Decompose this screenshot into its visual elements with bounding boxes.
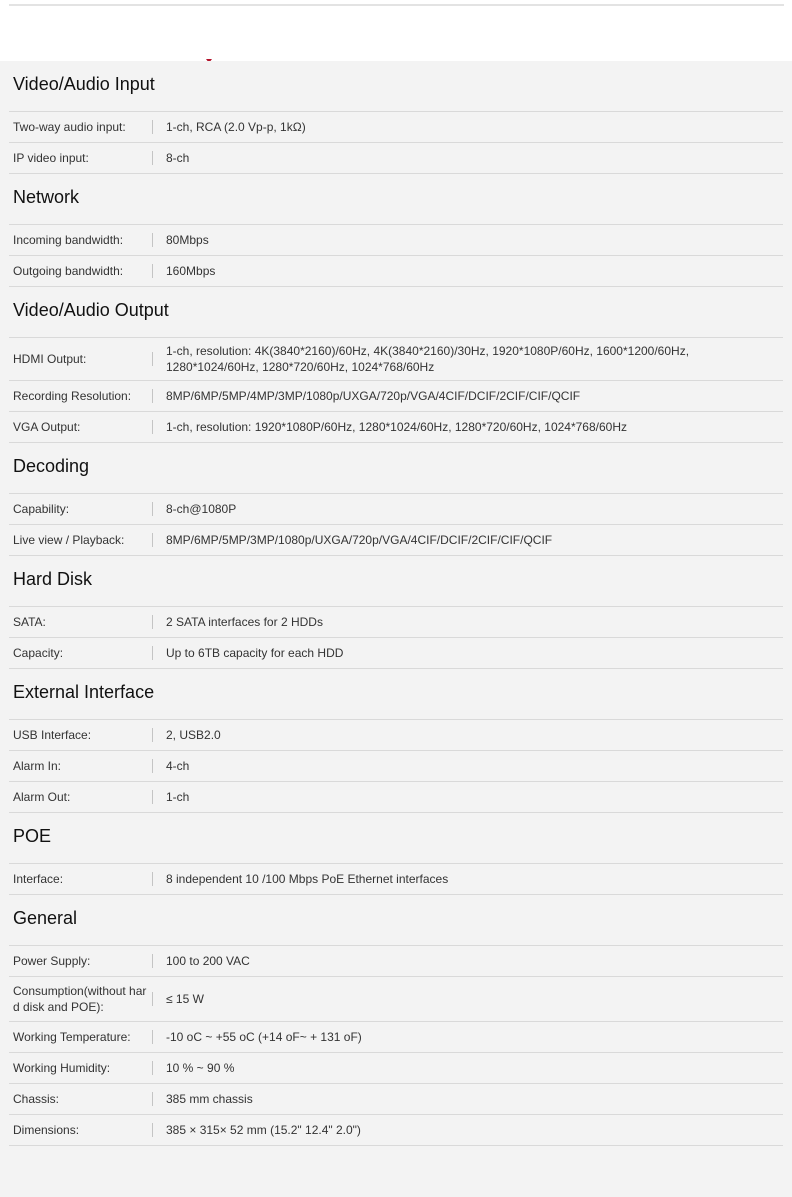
spec-value: 1-ch, RCA (2.0 Vp-p, 1kΩ) bbox=[166, 120, 306, 134]
spec-separator bbox=[152, 264, 153, 278]
spec-separator bbox=[152, 992, 153, 1006]
spec-row bbox=[9, 1084, 783, 1115]
spec-separator bbox=[152, 533, 153, 547]
spec-value: 4-ch bbox=[166, 759, 190, 773]
spec-value: 385 × 315× 52 mm (15.2" 12.4" 2.0") bbox=[166, 1123, 361, 1137]
spec-row bbox=[9, 977, 783, 1022]
spec-panel bbox=[0, 61, 792, 1197]
spec-value: 8-ch@1080P bbox=[166, 502, 237, 516]
spec-label: Incoming bandwidth: bbox=[13, 233, 124, 247]
section-title-poe: POE bbox=[9, 813, 783, 864]
spec-separator bbox=[152, 1123, 153, 1137]
spec-value: 8MP/6MP/5MP/3MP/1080p/UXGA/720p/VGA/4CIF/DCIF/2CIF/CIF/QCIF bbox=[166, 533, 553, 547]
spec-separator bbox=[152, 646, 153, 660]
spec-label: Two-way audio input: bbox=[13, 120, 126, 134]
spec-separator bbox=[152, 1061, 153, 1075]
spec-value: 2, USB2.0 bbox=[166, 728, 221, 742]
spec-value: 8 independent 10 /100 Mbps PoE Ethernet interfaces bbox=[166, 872, 449, 886]
spec-label: HDMI Output: bbox=[13, 352, 87, 366]
spec-label: Interface: bbox=[13, 872, 64, 886]
spec-label: Working Humidity: bbox=[13, 1061, 111, 1075]
spec-table bbox=[0, 61, 792, 1146]
spec-separator bbox=[152, 420, 153, 434]
spec-separator bbox=[152, 151, 153, 165]
spec-row bbox=[9, 1115, 783, 1146]
spec-row bbox=[9, 412, 783, 443]
spec-label: Working Temperature: bbox=[13, 1030, 131, 1044]
spec-value: 1-ch bbox=[166, 790, 190, 804]
section-title-external-interface: External Interface bbox=[9, 669, 783, 720]
spec-separator bbox=[152, 502, 153, 516]
spec-row bbox=[9, 338, 783, 381]
spec-row bbox=[9, 143, 783, 174]
spec-label: Recording Resolution: bbox=[13, 389, 132, 403]
spec-value: 160Mbps bbox=[166, 264, 216, 278]
spec-separator bbox=[152, 872, 153, 886]
section-title-hard-disk: Hard Disk bbox=[9, 556, 783, 607]
spec-value: 2 SATA interfaces for 2 HDDs bbox=[166, 615, 323, 629]
spec-separator bbox=[152, 954, 153, 968]
spec-row bbox=[9, 525, 783, 556]
spec-row bbox=[9, 946, 783, 977]
spec-row bbox=[9, 494, 783, 525]
spec-separator bbox=[152, 1030, 153, 1044]
top-divider bbox=[9, 4, 784, 6]
spec-value: Up to 6TB capacity for each HDD bbox=[166, 646, 344, 660]
spec-label: IP video input: bbox=[13, 151, 89, 165]
spec-value: -10 oC ~ +55 oC (+14 oF~ + 131 oF) bbox=[166, 1030, 362, 1044]
spec-value: 100 to 200 VAC bbox=[166, 954, 250, 968]
spec-row bbox=[9, 256, 783, 287]
spec-label: Alarm In: bbox=[13, 759, 62, 773]
spec-label: Capacity: bbox=[13, 646, 64, 660]
spec-row bbox=[9, 607, 783, 638]
spec-value: 8-ch bbox=[166, 151, 190, 165]
section-title-decoding: Decoding bbox=[9, 443, 783, 494]
spec-separator bbox=[152, 759, 153, 773]
spec-label: Consumption(without hard disk and POE): bbox=[13, 984, 147, 1014]
spec-label: Chassis: bbox=[13, 1092, 60, 1106]
spec-row bbox=[9, 638, 783, 669]
spec-label: USB Interface: bbox=[13, 728, 92, 742]
section-title-video-audio-output: Video/Audio Output bbox=[9, 287, 783, 338]
spec-separator bbox=[152, 352, 153, 366]
spec-separator bbox=[152, 728, 153, 742]
spec-separator bbox=[152, 1092, 153, 1106]
spec-separator bbox=[152, 790, 153, 804]
spec-row bbox=[9, 1022, 783, 1053]
spec-row bbox=[9, 782, 783, 813]
spec-label: Live view / Playback: bbox=[13, 533, 125, 547]
spec-value: 1-ch, resolution: 4K(3840*2160)/60Hz, 4K(3840*2160)/30Hz, 1920*1080P/60Hz, 1600*1200/60Hz, 1280*1024/60Hz, 1280*720/60Hz, 1024*768/60Hz bbox=[166, 344, 690, 374]
section-title-general: General bbox=[9, 895, 783, 946]
spec-label: Alarm Out: bbox=[13, 790, 71, 804]
spec-row bbox=[9, 381, 783, 412]
spec-label: Power Supply: bbox=[13, 954, 91, 968]
spec-separator bbox=[152, 120, 153, 134]
spec-value: 8MP/6MP/5MP/4MP/3MP/1080p/UXGA/720p/VGA/4CIF/DCIF/2CIF/CIF/QCIF bbox=[166, 389, 581, 403]
spec-value: 10 % ~ 90 % bbox=[166, 1061, 235, 1075]
spec-value: 80Mbps bbox=[166, 233, 209, 247]
page-header-band bbox=[0, 0, 792, 61]
section-title-video-audio-input: Video/Audio Input bbox=[9, 61, 783, 112]
spec-label: VGA Output: bbox=[13, 420, 81, 434]
section-title-network: Network bbox=[9, 174, 783, 225]
spec-label: Capability: bbox=[13, 502, 70, 516]
spec-row bbox=[9, 112, 783, 143]
spec-value: ≤ 15 W bbox=[166, 992, 204, 1006]
spec-label: Outgoing bandwidth: bbox=[13, 264, 124, 278]
spec-row bbox=[9, 720, 783, 751]
spec-row bbox=[9, 864, 783, 895]
spec-label: Dimensions: bbox=[13, 1123, 80, 1137]
spec-row bbox=[9, 225, 783, 256]
spec-value: 1-ch, resolution: 1920*1080P/60Hz, 1280*1024/60Hz, 1280*720/60Hz, 1024*768/60Hz bbox=[166, 420, 628, 434]
spec-separator bbox=[152, 233, 153, 247]
spec-label: SATA: bbox=[13, 615, 46, 629]
spec-value: 385 mm chassis bbox=[166, 1092, 253, 1106]
spec-row bbox=[9, 1053, 783, 1084]
spec-separator bbox=[152, 389, 153, 403]
spec-row bbox=[9, 751, 783, 782]
spec-separator bbox=[152, 615, 153, 629]
